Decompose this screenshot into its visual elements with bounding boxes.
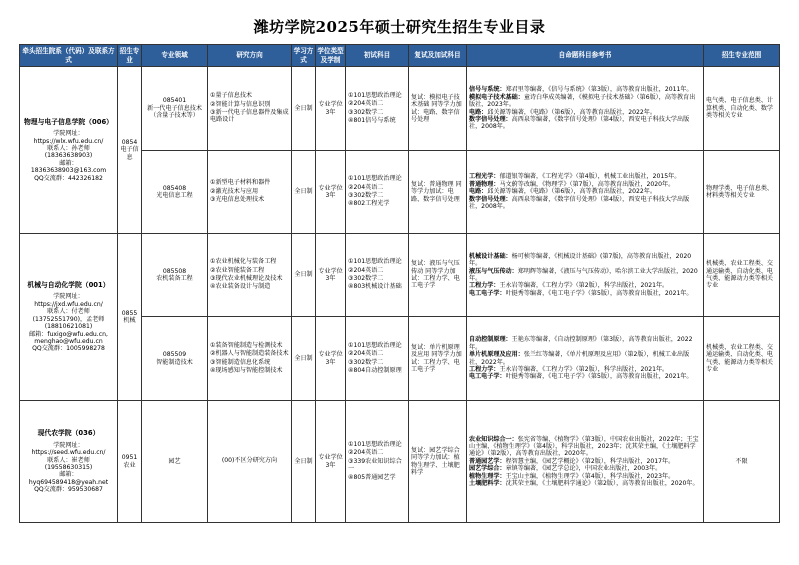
major-name: 智能制造技术: [156, 358, 193, 366]
ref-text: 邱关源等编著，《电路》（第6版），高等教育出版社，2022年。: [487, 108, 656, 116]
header-ref: 自命题科目参考书: [467, 45, 704, 67]
direction-cell: [208, 401, 292, 523]
retest-cell: 复试：园艺学综合 同等学力加试：植物生理学、土壤肥料学: [409, 401, 467, 523]
major-name: 园艺: [168, 457, 181, 465]
direction-item: ①农业机械化与装备工程: [210, 258, 277, 266]
contact-line: (18810621081): [44, 323, 93, 331]
exam-item: ②204英语二: [348, 449, 384, 457]
exam-item: ②204英语二: [348, 183, 384, 191]
scope-cell: 不限: [704, 401, 780, 523]
exam-item: ③302数学二: [348, 192, 384, 199]
ref-subject: 信号与系统：: [469, 86, 506, 94]
ref-subject: 电路：: [469, 188, 488, 196]
ref-subject: 普通园艺学：: [469, 457, 506, 465]
ref-subject: 园艺学综合：: [469, 465, 506, 473]
contact-line: 学院网址：: [53, 293, 84, 301]
page-title: 潍坊学院2025年硕士研究生招生专业目录: [253, 18, 546, 36]
major-name: 光电信息工程: [156, 192, 193, 199]
ref-cell: [467, 401, 704, 523]
direction-item: ①新型电子材料和器件: [210, 179, 271, 187]
ref-subject: 电路：: [469, 108, 488, 116]
exam-item: ①101思想政治理论: [348, 175, 402, 183]
major-name: 新一代电子信息技术（含量子技术等）: [147, 104, 202, 120]
ref-text: 杨可桢等编著，《机械设计基础》(第7版)，高等教育出版社，2020年。: [469, 252, 692, 268]
ref-subject: 数字信号处理：: [469, 115, 512, 123]
exam-item: ②204英语二: [348, 350, 384, 358]
field-cell: [142, 401, 208, 523]
direction-item: ②农业智能装备工程: [210, 266, 265, 274]
contact-line: 邮箱：: [59, 471, 78, 479]
school-website-link[interactable]: https://wlx.wfu.edu.cn/: [33, 137, 104, 145]
direction-cell: [208, 151, 292, 234]
email-link[interactable]: menghao@wfu.edu.cn: [34, 337, 103, 345]
ref-cell: [467, 234, 704, 317]
ref-cell: [467, 67, 704, 151]
direction-cell: [208, 317, 292, 401]
ref-text: 邱关源等编著，《电路》（第6版），高等教育出版社，2022年。: [487, 188, 656, 196]
ref-text: 叶挺秀等编著，《电工电子学》（第5版），高等教育出版社，2021年。: [505, 289, 693, 297]
ref-subject: 电工电子学：: [469, 289, 506, 297]
mode-cell: 全日制: [292, 151, 316, 234]
direction-item: ③光电信息处理技术: [210, 196, 265, 204]
ref-text: 沈其荣主编，《土壤肥料学通论》（第2版），高等教育出版社，2020年。: [505, 480, 699, 488]
exam-item: ③339农业知识综合一: [348, 457, 402, 473]
exam-item: ④801信号与系统: [348, 116, 396, 124]
ref-text: 叶挺秀等编著，《电工电子学》（第5版），高等教育出版社，2021年。: [505, 373, 693, 381]
school-cell: [20, 401, 118, 523]
exam-item: ④805普通园艺学: [348, 473, 396, 481]
direction-item: ①装备智能制造与检测技术: [210, 341, 283, 349]
direction-item: ④农业装备设计与制造: [210, 283, 271, 291]
direction-item: ④现场感知与智能控制技术: [210, 366, 283, 374]
exam-item: ③302数学二: [348, 275, 384, 282]
school-name: 机械与自动化学院（001）: [27, 281, 110, 290]
ref-text: 王艳东等编著，《自动控制原理》（第3版），高等教育出版社，2022年。: [469, 336, 693, 351]
ref-subject: 普通物理：: [469, 180, 500, 188]
ref-subject: 土壤肥料学：: [469, 480, 506, 488]
exam-cell: [346, 151, 409, 234]
field-cell: [142, 234, 208, 317]
direction-item: ②激光技术与应用: [210, 187, 259, 195]
exam-item: ①101思想政治理论: [348, 91, 402, 99]
email-link[interactable]: 邮箱：fuxigo@wfu.edu.cn,: [29, 330, 108, 338]
direction-cell: [208, 234, 292, 317]
contact-line: 联系人：孙老师: [47, 145, 90, 152]
program-catalog-table: [19, 44, 780, 523]
header-degree: 学位类型及学制: [316, 45, 346, 67]
major-code: 085509: [162, 351, 187, 359]
ref-text: 高西泉等编著，《数字信号处理》（第4版），西安电子科技大学出版社，2008年。: [469, 115, 690, 131]
retest-cell: 复试：单片机原理及应用 同等学力加试：工程力学、电工电子学: [409, 317, 467, 401]
degree-cell: 专业学位 3年: [316, 67, 346, 151]
table-row: [20, 401, 780, 523]
major-name: 农机装备工程: [156, 275, 193, 282]
table-row: [20, 234, 780, 317]
mode-cell: 全日制: [292, 401, 316, 523]
exam-cell: [346, 67, 409, 151]
contact-line: (18363638903): [44, 152, 93, 160]
contact-line: 邮箱：: [59, 159, 78, 167]
ref-text: 张宪省等编，《植物学》（第3版），中国农业出版社，2022年；王宝山主编，《植物生理学》（第4版），科学出版社，2023年；沈其荣主编，《土壤肥料学通论》（第2版），高等教育出版社，2020年。: [469, 435, 699, 458]
ref-subject: 数字信号处理：: [469, 195, 512, 203]
ref-text: 张兰红等编著，《单片机原理及应用》（第2版），机械工业出版社，2022年。: [469, 351, 690, 366]
contact-line: 学院网址：: [53, 441, 84, 449]
ref-text: 章镇等编著，《园艺学总论》，中国农业出版社，2003年。: [505, 465, 662, 473]
ref-text: 王永岩等编著，《工程力学》（第2版），科学出版社，2021年。: [499, 282, 669, 290]
exam-item: ③302数学二: [348, 358, 384, 366]
ref-subject: 单片机原理及应用：: [469, 351, 524, 359]
degree-cell: 专业学位 3年: [316, 401, 346, 523]
ref-cell: [467, 151, 704, 234]
exam-item: ④804自动控制原理: [348, 366, 402, 374]
ref-subject: 农业知识综合一：: [469, 435, 518, 443]
ref-text: 童诗白华成英编著，《模拟电子技术基础》（第6版），高等教育出版社，2023年。: [469, 93, 696, 109]
category-cell: 0855 机械: [118, 234, 142, 401]
contact-line: 学院网址：: [53, 130, 84, 138]
ref-cell: [467, 317, 704, 401]
contact-line: QQ交流群：959530687: [34, 486, 103, 494]
direction-cell: [208, 67, 292, 151]
table-header-row: [20, 45, 780, 67]
school-website-link[interactable]: https://seed.wfu.edu.cn/: [31, 449, 106, 457]
contact-line: QQ交流群：1005998278: [32, 345, 105, 353]
ref-subject: 模拟电子技术基础：: [469, 93, 524, 101]
header-mode: 学习方式: [292, 45, 316, 67]
direction-item: ②智能计算与信息识别: [210, 100, 271, 108]
exam-cell: [346, 317, 409, 401]
direction-item: ③智能制造信息化系统: [210, 358, 271, 366]
header-field: 专业领域: [142, 45, 208, 67]
header-direction: 研究方向: [208, 45, 292, 67]
exam-item: ①101思想政治理论: [348, 258, 402, 266]
header-exam1: 初试科目: [346, 45, 409, 67]
school-website-link[interactable]: https://jxd.wfu.edu.cn/: [34, 300, 103, 308]
table-row: [20, 67, 780, 151]
exam-item: ④803机械设计基础: [348, 283, 402, 291]
degree-cell: 专业学位 3年: [316, 151, 346, 234]
scope-cell: 电气类、电子信息类、计算机类、自动化类、数学类等相关专业: [704, 67, 780, 151]
contact-line: (13752551790)，孟老师: [32, 315, 105, 323]
category-cell: 0951 农业: [118, 401, 142, 523]
scope-cell: 机械类、农业工程类、交通运输类、自动化类、电气类、能源动力类等相关专业: [704, 317, 780, 401]
ref-text: 高西泉等编著，《数字信号处理》（第4版），西安电子科技大学出版社，2008年。: [469, 195, 690, 211]
exam-item: ②204英语二: [348, 266, 384, 274]
mode-cell: 全日制: [292, 317, 316, 401]
school-cell: [20, 67, 118, 234]
exam-item: ①101思想政治理论: [348, 440, 402, 448]
degree-cell: 专业学位 3年: [316, 234, 346, 317]
exam-item: ④802工程光学: [348, 200, 390, 208]
ref-subject: 工程力学：: [469, 365, 500, 373]
email-link[interactable]: hyq694589418@yeah.net: [28, 478, 109, 486]
contact-line: 联系人：崔老师: [47, 456, 90, 464]
field-cell: [142, 67, 208, 151]
header-exam2: 复试及加试科目: [409, 45, 467, 67]
ref-subject: 液压与气压传动：: [469, 267, 518, 275]
exam-item: ①101思想政治理论: [348, 341, 402, 349]
degree-cell: 专业学位 3年: [316, 317, 346, 401]
direction-item: ③新一代电子信息器件及集成电路设计: [210, 109, 289, 124]
ref-text: 王宝山主编，《植物生理学》（第4版），科学出版社，2023年。: [505, 472, 675, 480]
school-name: 现代农学院（036）: [37, 429, 100, 438]
ref-subject: 植物生理学：: [469, 472, 506, 480]
contact-line: QQ交流群：442326182: [34, 174, 103, 182]
school-name: 物理与电子信息学院（006）: [24, 117, 113, 126]
major-code: 085408: [162, 184, 187, 192]
contact-line: (19558630315): [44, 463, 93, 471]
exam-cell: [346, 234, 409, 317]
direction-item: ②机器人与智能制造装备技术: [210, 350, 289, 358]
retest-cell: 复试：普通物理 同等学力加试：电路、数字信号处理: [409, 151, 467, 234]
major-code: 085401: [162, 97, 187, 105]
scope-cell: 机械类、农业工程类、交通运输类、自动化类、电气类、能源动力类等相关专业: [704, 234, 780, 317]
contact-line: 联系人：付老师: [47, 308, 90, 316]
ref-text: 王永岩等编著，《工程力学》（第2版），科学出版社，2021年。: [499, 365, 669, 373]
mode-cell: 全日制: [292, 67, 316, 151]
ref-subject: 自动控制原理：: [469, 336, 512, 344]
ref-text: 郑君里等编著，《信号与系统》（第3版），高等教育出版社，2011年。: [505, 86, 693, 94]
ref-subject: 工程光学：: [469, 173, 500, 181]
category-cell: 0854 电子信息: [118, 67, 142, 234]
ref-text: 郑明辉等编著，《液压与气压传动》，哈尔滨工业大学出版社，2020年。: [469, 267, 698, 282]
exam-cell: [346, 401, 409, 523]
school-cell: [20, 234, 118, 401]
direction-item: (00)不区分研究方向: [221, 457, 278, 465]
ref-text: 程智慧主编，《园艺学概论》（第2版），科学出版社，2017年。: [505, 457, 675, 465]
exam-item: ②204英语二: [348, 100, 384, 108]
header-category: 招生专业: [118, 45, 142, 67]
ref-text: 郁道银等编著，《工程光学》（第4版），机械工业出版社，2015年。: [499, 173, 681, 181]
retest-cell: 复试：模拟电子技术基础 同等学力加试：电路、数字信号处理: [409, 67, 467, 151]
header-scope: 招生专业范围: [704, 45, 780, 67]
mode-cell: 全日制: [292, 234, 316, 317]
ref-text: 马文蔚等改编，《物理学》（第7版），高等教育出版社，2020年。: [499, 180, 675, 188]
email-link[interactable]: 18363638903@163.com: [30, 167, 107, 175]
ref-subject: 机械设计基础：: [469, 252, 512, 260]
exam-item: ③302数学二: [348, 108, 384, 116]
field-cell: [142, 317, 208, 401]
retest-cell: 复试：液压与气压传动 同等学力加试：工程力学、电工电子学: [409, 234, 467, 317]
scope-cell: 物理学类、电子信息类、材料类等相关专业: [704, 151, 780, 234]
ref-subject: 工程力学：: [469, 282, 500, 290]
major-code: 085508: [162, 267, 187, 275]
direction-item: ①量子信息技术: [210, 92, 253, 100]
field-cell: [142, 151, 208, 234]
header-school: 牵头招生院系（代码）及联系方式: [20, 45, 118, 67]
direction-item: ③现代农业机械理论及技术: [210, 275, 283, 282]
ref-subject: 电工电子学：: [469, 373, 506, 381]
